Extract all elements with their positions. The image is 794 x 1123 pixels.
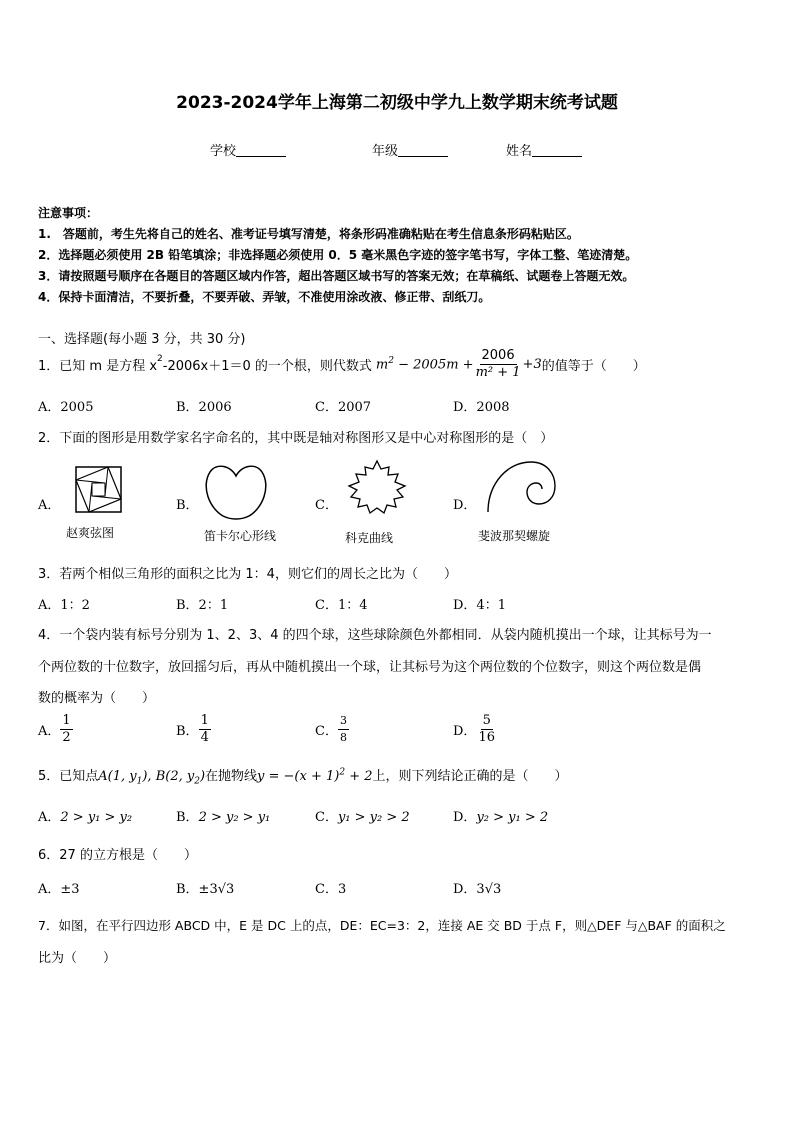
q5-text-a: 5．已知点 [38,769,99,784]
question-7-line: 7．如图，在平行四边形 ABCD 中，E 是 DC 上的点，DE：EC=3：2，连接 AE 交 BD 于点 F，则△DEF 与△BAF 的面积之 [38,918,726,933]
q4-frac-a [60,713,72,746]
q4-den-d: 16 [478,730,495,745]
notice-item: 3．请按照题号顺序在各题目的答题区域内作答，超出答题区域书写的答案无效；在草稿纸、试题卷上答题无效。 [38,269,635,283]
question-1 [38,348,646,381]
question-4-line: 个两位数的十位数字，放回摇匀后，再从中随机摸出一个球，让其标号为这个两位数的个位数字，则这个两位数是偶 [38,660,702,675]
name-field [506,140,582,159]
q4-num-a: 1 [62,713,71,728]
q2-option-c[interactable]: C． [315,498,338,513]
exam-title: 2023-2024学年上海第二初级中学九上数学期末统考试题 [176,93,618,113]
q2-caption-b: 笛卡尔心形线 [204,529,277,543]
q5-option-b[interactable] [176,806,270,825]
q5-ineq-a: 2 > y₁ > y₂ [60,810,133,825]
q5-text-c: 上，则下列结论正确的是（ ） [372,769,568,784]
q1-option-d[interactable]: D．2008 [453,400,510,415]
q2-option-a[interactable]: A． [38,498,61,513]
q4-num-d: 5 [482,713,491,728]
q4-option-c[interactable] [315,713,349,746]
q2-option-b[interactable]: B． [176,498,199,513]
q5-option-a[interactable] [38,806,132,825]
koch-curve-icon [344,459,410,517]
q5-parabola: $y = -(x + 1)^2 + 2$ [257,767,373,784]
q3-option-c[interactable]: C．1：4 [315,598,368,613]
zhao-shuang-diagram-icon [75,466,123,514]
q4-den-b: 4 [200,730,209,745]
q5-ineq-d: y₂ > y₁ > 2 [476,810,549,825]
question-6: 6．27 的立方根是（ ） [38,848,197,863]
q4-frac-b [199,713,211,746]
q3-option-d[interactable]: D．4：1 [453,598,506,613]
q1-option-c[interactable]: C．2007 [315,400,372,415]
q5-letter-b: B． [176,810,199,825]
q4-den-c: 8 [339,731,347,744]
q5-ineq-b: 2 > y₂ > y₁ [198,810,271,825]
q2-option-d[interactable]: D． [453,498,477,513]
q2-caption-d: 斐波那契螺旋 [478,529,551,543]
q4-option-a[interactable] [38,713,73,746]
q5-ineq-c: y₁ > y₂ > 2 [337,810,410,825]
q6-option-d[interactable]: D．3√3 [453,882,502,897]
q2-caption-a: 赵爽弦图 [66,526,115,540]
notice-item: 1. 答题前，考生先将自己的姓名、准考证号填写清楚，将条形码准确粘贴在考生信息条形码粘贴区。 [38,227,579,241]
question-5 [38,765,568,787]
grade-blank [398,144,448,157]
q4-frac-d [476,713,497,746]
q3-option-b[interactable]: B．2：1 [176,598,229,613]
notice-heading: 注意事项： [38,206,99,220]
question-2: 2．下面的图形是用数学家名字命名的，其中既是轴对称图形又是中心对称图形的是（ ） [38,431,554,446]
school-label: 学校 [210,144,237,159]
q1-plus-3: +3 [522,357,542,372]
q4-letter-a: A． [38,724,61,739]
q1-expression: $m^2 - 2005m$ + [375,356,474,373]
section-heading: 一、选择题(每小题 3 分，共 30 分) [38,332,246,347]
q2-caption-c: 科克曲线 [345,531,394,545]
q5-points: A(1, $y_1$), B(2, $y_2$) [98,769,206,787]
q4-letter-c: C． [315,724,338,739]
q4-num-c: 3 [338,713,349,730]
notice-item: 2．选择题必须使用 2B 铅笔填涂；非选择题必须使用 0．5 毫米黑色字迹的签字笔书写，字体工整、笔迹清楚。 [38,248,638,262]
q1-frac-den: m² + 1 [475,365,521,380]
q6-option-b[interactable]: B．±3√3 [176,882,235,897]
q5-letter-a: A． [38,810,61,825]
q4-option-b[interactable] [176,713,211,746]
grade-field [372,140,448,159]
q1-exponent: 2 [157,354,163,364]
cardioid-icon [205,460,267,522]
question-4-line: 4．一个袋内装有标号分别为 1、2、3、4 的四个球，这些球除颜色外都相同．从袋内随机摸出一个球，让其标号为一 [38,628,712,643]
q4-num-b: 1 [200,713,209,728]
q5-text-b: 在抛物线 [205,769,258,784]
q1-frac-num: 2006 [481,348,515,363]
q4-letter-d: D． [453,724,477,739]
name-label: 姓名 [506,144,533,159]
name-blank [532,144,582,157]
q4-den-a: 2 [62,730,71,745]
q1-option-b[interactable]: B．2006 [176,400,232,415]
q5-letter-d: D． [453,810,477,825]
q5-letter-c: C． [315,810,338,825]
notice-item: 4．保持卡面清洁，不要折叠，不要弄破、弄皱，不准使用涂改液、修正带、刮纸刀。 [38,290,491,304]
q6-option-c[interactable]: C．3 [315,882,347,897]
q6-option-a[interactable]: A．±3 [38,882,80,897]
q4-frac-c [338,713,349,746]
q1-text-c: 的值等于（ ） [541,359,646,374]
question-3: 3．若两个相似三角形的面积之比为 1：4，则它们的周长之比为（ ） [38,567,457,582]
q1-fraction [474,348,523,381]
q4-letter-b: B． [176,724,199,739]
q1-text-b: -2006x＋1＝0 的一个根，则代数式 [162,359,372,374]
q1-text-a: 1．已知 m 是方程 x [38,359,158,374]
question-7-line: 比为（ ） [38,951,117,966]
school-blank [236,144,286,157]
q1-option-a[interactable]: A．2005 [38,400,94,415]
q4-option-d[interactable] [453,713,497,746]
school-field [210,140,286,159]
fibonacci-spiral-icon [485,458,557,518]
grade-label: 年级 [372,144,399,159]
q5-option-c[interactable] [315,806,410,825]
q5-option-d[interactable] [453,806,548,825]
q3-option-a[interactable]: A．1：2 [38,598,90,613]
question-4-line: 数的概率为（ ） [38,691,156,706]
